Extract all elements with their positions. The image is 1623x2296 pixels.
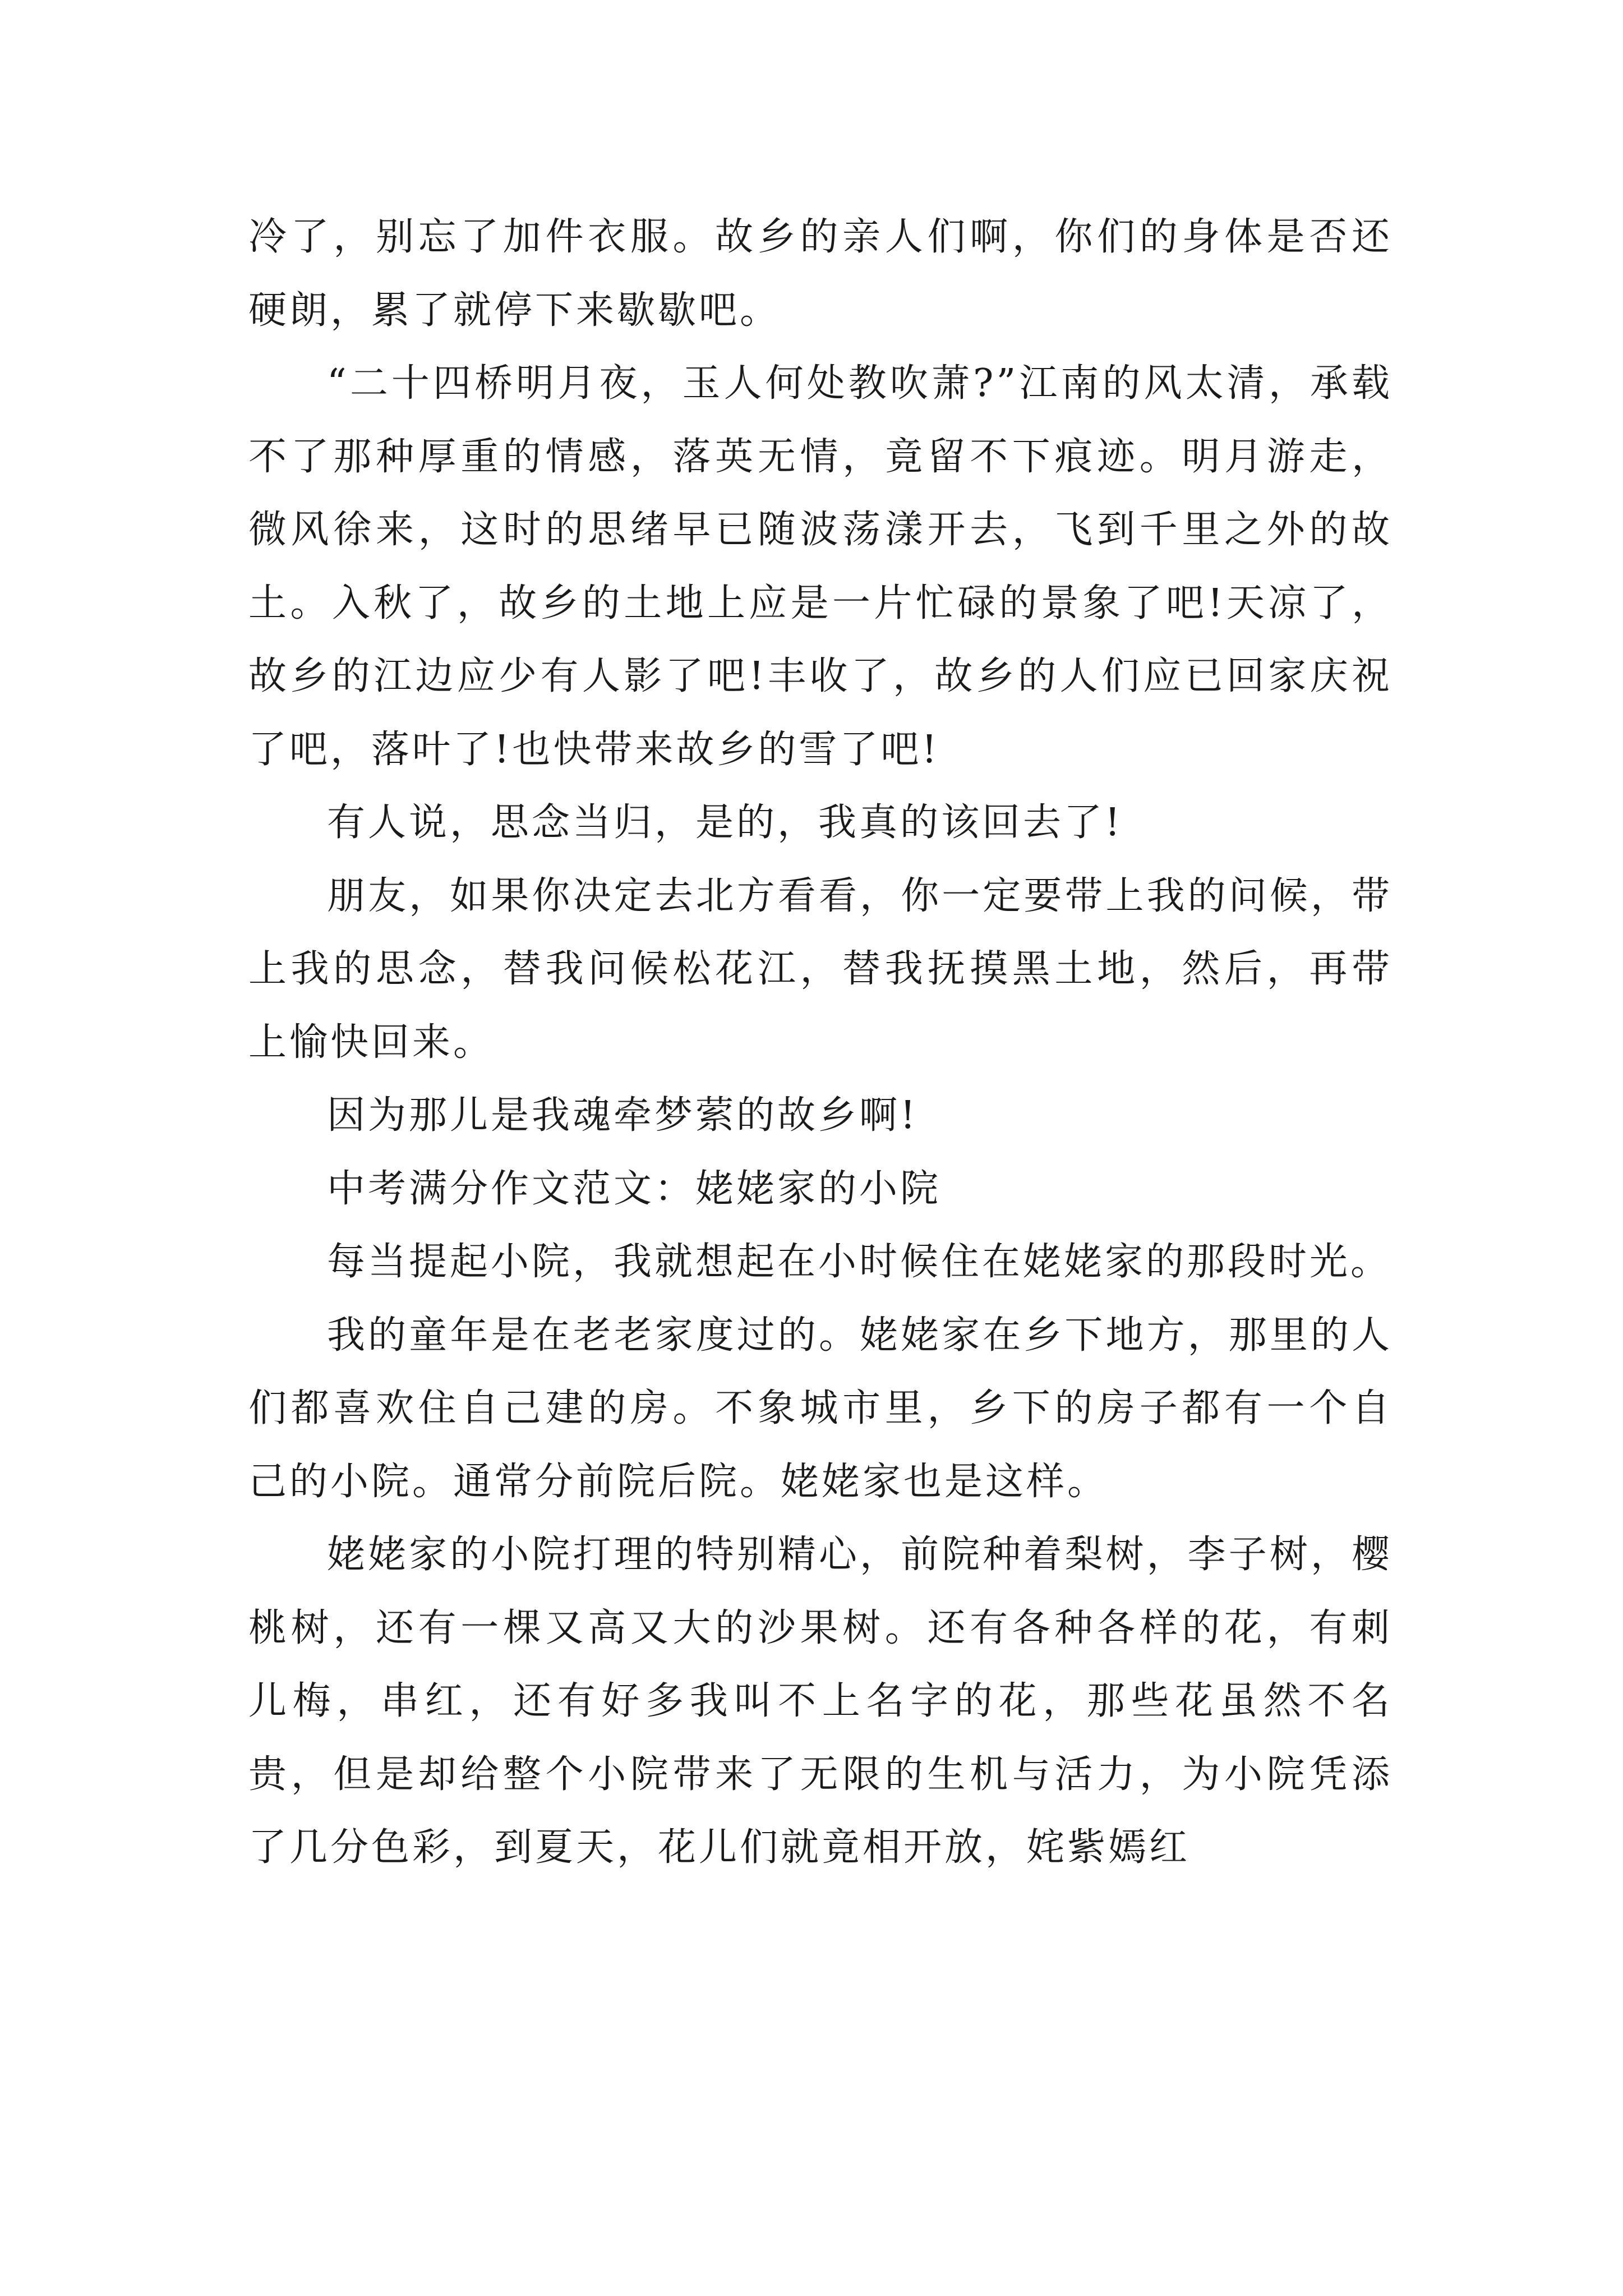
- paragraph-5: 因为那儿是我魂牵梦萦的故乡啊!: [327, 1093, 919, 1138]
- essay-body: [248, 201, 1393, 1885]
- paragraph-3: 有人说，思念当归，是的，我真的该回去了!: [327, 800, 1123, 845]
- paragraph-9: 姥姥家的小院打理的特别精心，前院种着梨树，李子树，樱桃树，还有一棵又高又大的沙果树。还有各种各样的花，有刺儿梅，串红，还有好多我叫不上名字的花，那些花虽然不名贵，但是却给整个小院带来了无限的生机与活力，为小院凭添了几分色彩，到夏天，花儿们就竟相开放，姹紫嫣红: [248, 1533, 1393, 1870]
- paragraph-8: 我的童年是在老老家度过的。姥姥家在乡下地方，那里的人们都喜欢住自己建的房。不象城市里，乡下的房子都有一个自己的小院。通常分前院后院。姥姥家也是这样。: [248, 1313, 1393, 1504]
- paragraph-2: “二十四桥明月夜，玉人何处教吹萧?”江南的风太清，承载不了那种厚重的情感，落英无情，竟留不下痕迹。明月游走，微风徐来，这时的思绪早已随波荡漾开去，飞到千里之外的故土。入秋了，故乡的土地上应是一片忙碌的景象了吧!天凉了，故乡的江边应少有人影了吧!丰收了，故乡的人们应已回家庆祝了吧，落叶了!也快带来故乡的雪了吧!: [248, 361, 1393, 772]
- paragraph-4: 朋友，如果你决定去北方看看，你一定要带上我的问候，带上我的思念，替我问候松花江，替我抚摸黑土地，然后，再带上愉快回来。: [248, 873, 1393, 1065]
- paragraph-7: 每当提起小院，我就想起在小时候住在姥姥家的那段时光。: [327, 1240, 1392, 1284]
- paragraph-1: 冷了，别忘了加件衣服。故乡的亲人们啊，你们的身体是否还硬朗，累了就停下来歇歇吧。: [248, 215, 1393, 333]
- essay-title: 中考满分作文范文：姥姥家的小院: [327, 1166, 942, 1211]
